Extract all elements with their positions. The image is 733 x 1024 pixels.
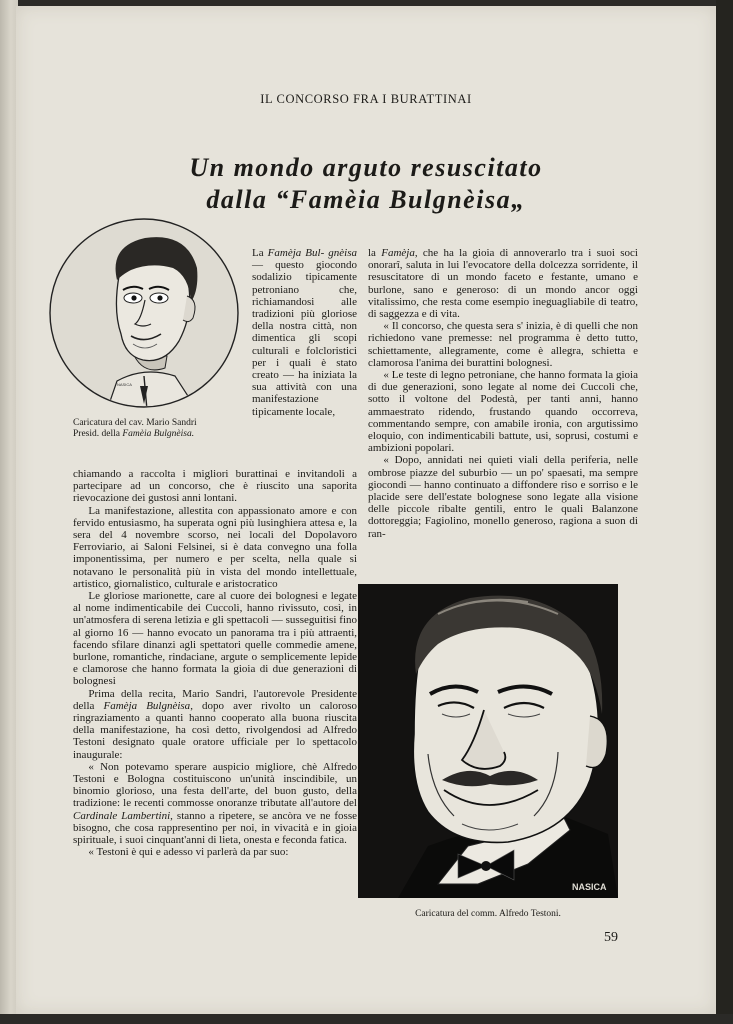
text: , dopo aver rivolto un caloroso ringraziamento a quanti hanno cooperato alla buona riuscita della manifestazione, ha così detto, rivolgendosi ad Alfredo Testoni designato quale oratore ufficiale per lo spettacolo inaugurale: [73,699,357,761]
italic-text: Famèja Bulgnèisa [103,699,191,712]
paragraph: La manifestazione, allestita con appassionato amore e con fervido entusiasmo, ha superata ogni più lusinghiera attesa e, la sera del 4 novembre scorso, nei locali del Dopolavoro Ferroviario, ai Saloni Felsinei, si è data convegno una folla imponentissima, per numero e per scelta, nella quale si notavano le personalità più in vista del mondo intellettuale, artistico, giornalistico, culturale e aristocratico [73,504,357,590]
paragraph: « Il concorso, che questa sera s' inizia, è di quelli che non richiedono vane premesse: nel programma è detto tutto, schiettamente, allegramente, come è allegra, schietta e clamorosa l'anima dei burattini bolognesi. [368,320,638,369]
italic-text: Famèja [381,247,415,259]
narrow-text: La [252,247,268,259]
paragraph [73,688,357,761]
running-header: IL CONCORSO FRA I BURATTINAI [260,92,472,106]
paragraph: Le gloriose marionette, care al cuore dei bolognesi e legate al nome indimenticabile dei Cuccoli, hanno rivissuto, così, in un'atmosfera di serena letizia e gli spettacoli — susseguitisi fino al giorno 16 — hanno evocato un panorama tra i più attraenti, facendo sfilare dinanzi agli spettatori quelle commedie amene, burlone, romantiche, rindaciane, argute o semplicemente lepide e clamorose che hanno formata la gioia di due generazioni di bolognesi [73,590,357,688]
caption-sandri-line-2 [73,429,243,440]
paragraph: « Testoni è qui e adesso vi parlerà da par suo: [88,846,289,859]
book-edge-right [716,0,733,1024]
italic-text: Cardinale Lambertini [73,809,171,822]
paragraph: chiamando a raccolta i migliori burattinai e invitandoli a partecipare ad un concorso, che è riuscito una saporita rievocazione dei gustosi anni lontani. [73,468,357,505]
text: Prima della recita, Mario Sandri, l'autorevole Presidente della [73,687,357,712]
book-edge-bottom [0,1014,733,1024]
text: , che ha la gioia di annoverarlo tra i suoi soci onorarî, saluta in lui l'evocatore della dolcezza sorridente, il resuscitatore di un mondo faceto e festante, umano e burlone, sano e generoso: di un mondo ancor oggi vitalissimo, che resta come esempio ineguagliabile di teatro, di saggezza e di vita. [368,247,638,321]
magazine-page [16,6,716,1014]
svg-text:NASICA: NASICA [117,382,132,387]
narrow-text-rest: — questo giocondo sodalizio tipicamente petroniano che, richiamandosi alle tradizioni più gloriose della nostra città, non dimentica gli scopi culturali e folcloristici per i quali è stato creato — ha iniziata la sua attività con una manifestazione tipicamente locale, [252,259,357,418]
text: « Non potevamo sperare auspicio migliore, chè Alfredo Testoni e Bologna costituiscono un'unità inscindibile, un binomio glorioso, una festa dell'arte, del buon gusto, della tradizione: le recenti commosse onoranze tributate all'autore del [73,760,357,810]
caption-sandri-line-1: Caricatura del cav. Mario Sandri [73,418,197,428]
narrow-italic: Famèja Bul- gnèisa [267,247,357,259]
title-line-1: Un mondo arguto resuscitato [189,153,543,182]
text: , stanno a ripetere, se ancòra ve ne fosse bisogno, che cosa rappresentino per noi, in vivacità e in gioia spirituale, i suoi cinquant'anni di lieta, onesta e feconda fatica. [73,809,357,847]
caricature-alfredo-testoni [358,584,618,898]
page-number: 59 [604,930,618,945]
caption-testoni: Caricatura del comm. Alfredo Testoni. [415,909,561,919]
right-column [368,247,638,540]
left-column [73,468,357,859]
caption-sandri [73,418,243,440]
narrow-column [252,247,357,418]
title-line-2: dalla “Famèia Bulgnèisa„ [206,185,526,214]
artist-signature: NASICA [572,882,607,892]
article-title [16,152,716,216]
paragraph [73,761,357,846]
caricature-mario-sandri [47,216,241,410]
paragraph [368,247,638,320]
paragraph: « Dopo, annidati nei quieti viali della periferia, nelle ombrose piazze del suburbio — un po' spaesati, ma sempre giocondi — hanno continuato a diffondere riso e sorriso e le placide sere dell'estate bolognese sono legate alla visione delle piccole ribalte gentili, entro le quali Balanzone dottoreggia; Fagiolino, monello generoso, ragiona a suon di ran- [368,454,638,540]
paragraph: « Le teste di legno petroniane, che hanno formata la gioia di due generazioni, sono legate al nome dei Cuccoli che, sotto il voltone del Podestà, per tanti anni, hanno ammaestrato ridendo, frustando quando occorreva, commentando sempre, con amabile ironia, con argutissimo eloquio, con indimenticabili battute, usi, soprusi, costumi e ambizioni popolari. [368,369,638,455]
caption-sandri-text: Presid. della [73,429,123,439]
caption-sandri-italic: Famèia Bulgnèisa. [122,429,195,439]
text: la [368,247,382,259]
